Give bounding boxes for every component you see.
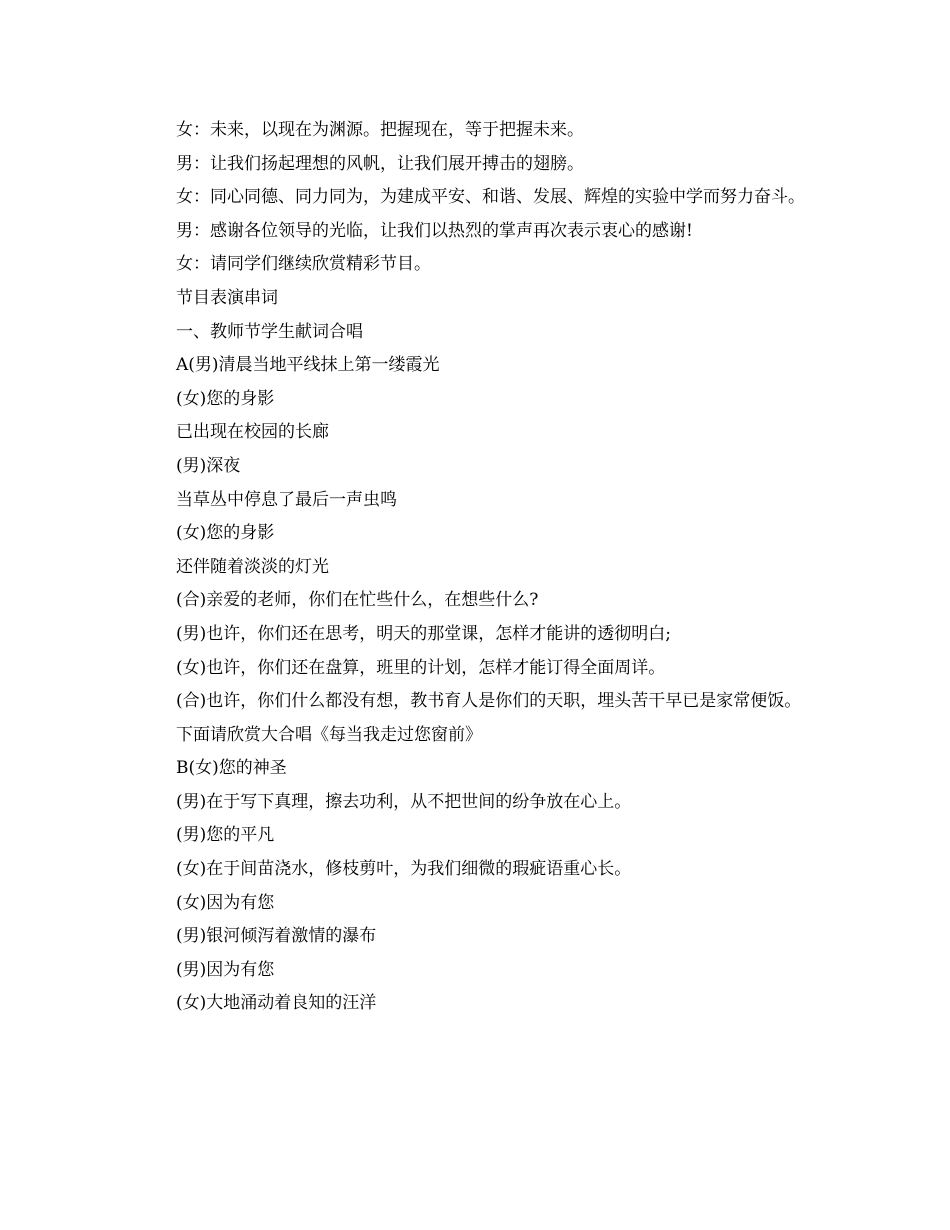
script-line: (女)您的身影 (176, 388, 275, 409)
paragraph-4: 男：感谢各位领导的光临，让我们以热烈的掌声再次表示衷心的感谢! (176, 220, 693, 241)
script-line: (男)因为有您 (176, 959, 275, 980)
script-line: 还伴随着淡淡的灯光 (176, 556, 329, 577)
script-line: A(男)清晨当地平线抹上第一缕霞光 (176, 355, 440, 376)
section-title: 节目表演串词 (176, 287, 278, 308)
script-line: (男)在于写下真理，擦去功利，从不把世间的纷争放在心上。 (176, 791, 632, 812)
script-line: (女)也许，你们还在盘算，班里的计划，怎样才能订得全面周详。 (176, 657, 666, 678)
script-line: B(女)您的神圣 (176, 758, 287, 779)
script-line: (女)因为有您 (176, 892, 275, 913)
script-line: (合)亲爱的老师，你们在忙些什么，在想些什么? (176, 590, 539, 611)
script-line: (男)您的平凡 (176, 825, 275, 846)
program-announcement: 下面请欣赏大合唱《每当我走过您窗前》 (176, 724, 482, 745)
subsection-heading: 一、教师节学生献词合唱 (176, 321, 363, 342)
paragraph-5: 女：请同学们继续欣赏精彩节目。 (176, 254, 431, 275)
script-line: (男)银河倾泻着激情的瀑布 (176, 926, 377, 947)
script-line: (男)也许，你们还在思考，明天的那堂课，怎样才能讲的透彻明白; (176, 623, 671, 644)
script-line: 已出现在校园的长廊 (176, 422, 329, 443)
script-line: (合)也许，你们什么都没有想，教书育人是你们的天职，埋头苦干早已是家常便饭。 (176, 691, 802, 712)
paragraph-1: 女：未来，以现在为渊源。把握现在，等于把握未来。 (176, 120, 584, 140)
paragraph-2: 男：让我们扬起理想的风帆，让我们展开搏击的翅膀。 (176, 153, 584, 174)
script-line: 当草丛中停息了最后一声虫鸣 (176, 489, 397, 510)
script-line: (女)大地涌动着良知的汪洋 (176, 993, 377, 1014)
paragraph-3: 女：同心同德、同力同为，为建成平安、和谐、发展、辉煌的实验中学而努力奋斗。 (176, 187, 805, 208)
script-line: (女)在于间苗浇水，修枝剪叶，为我们细微的瑕疵语重心长。 (176, 859, 632, 880)
document-body (140, 114, 820, 1021)
script-line: (男)深夜 (176, 455, 241, 476)
script-line: (女)您的身影 (176, 523, 275, 544)
